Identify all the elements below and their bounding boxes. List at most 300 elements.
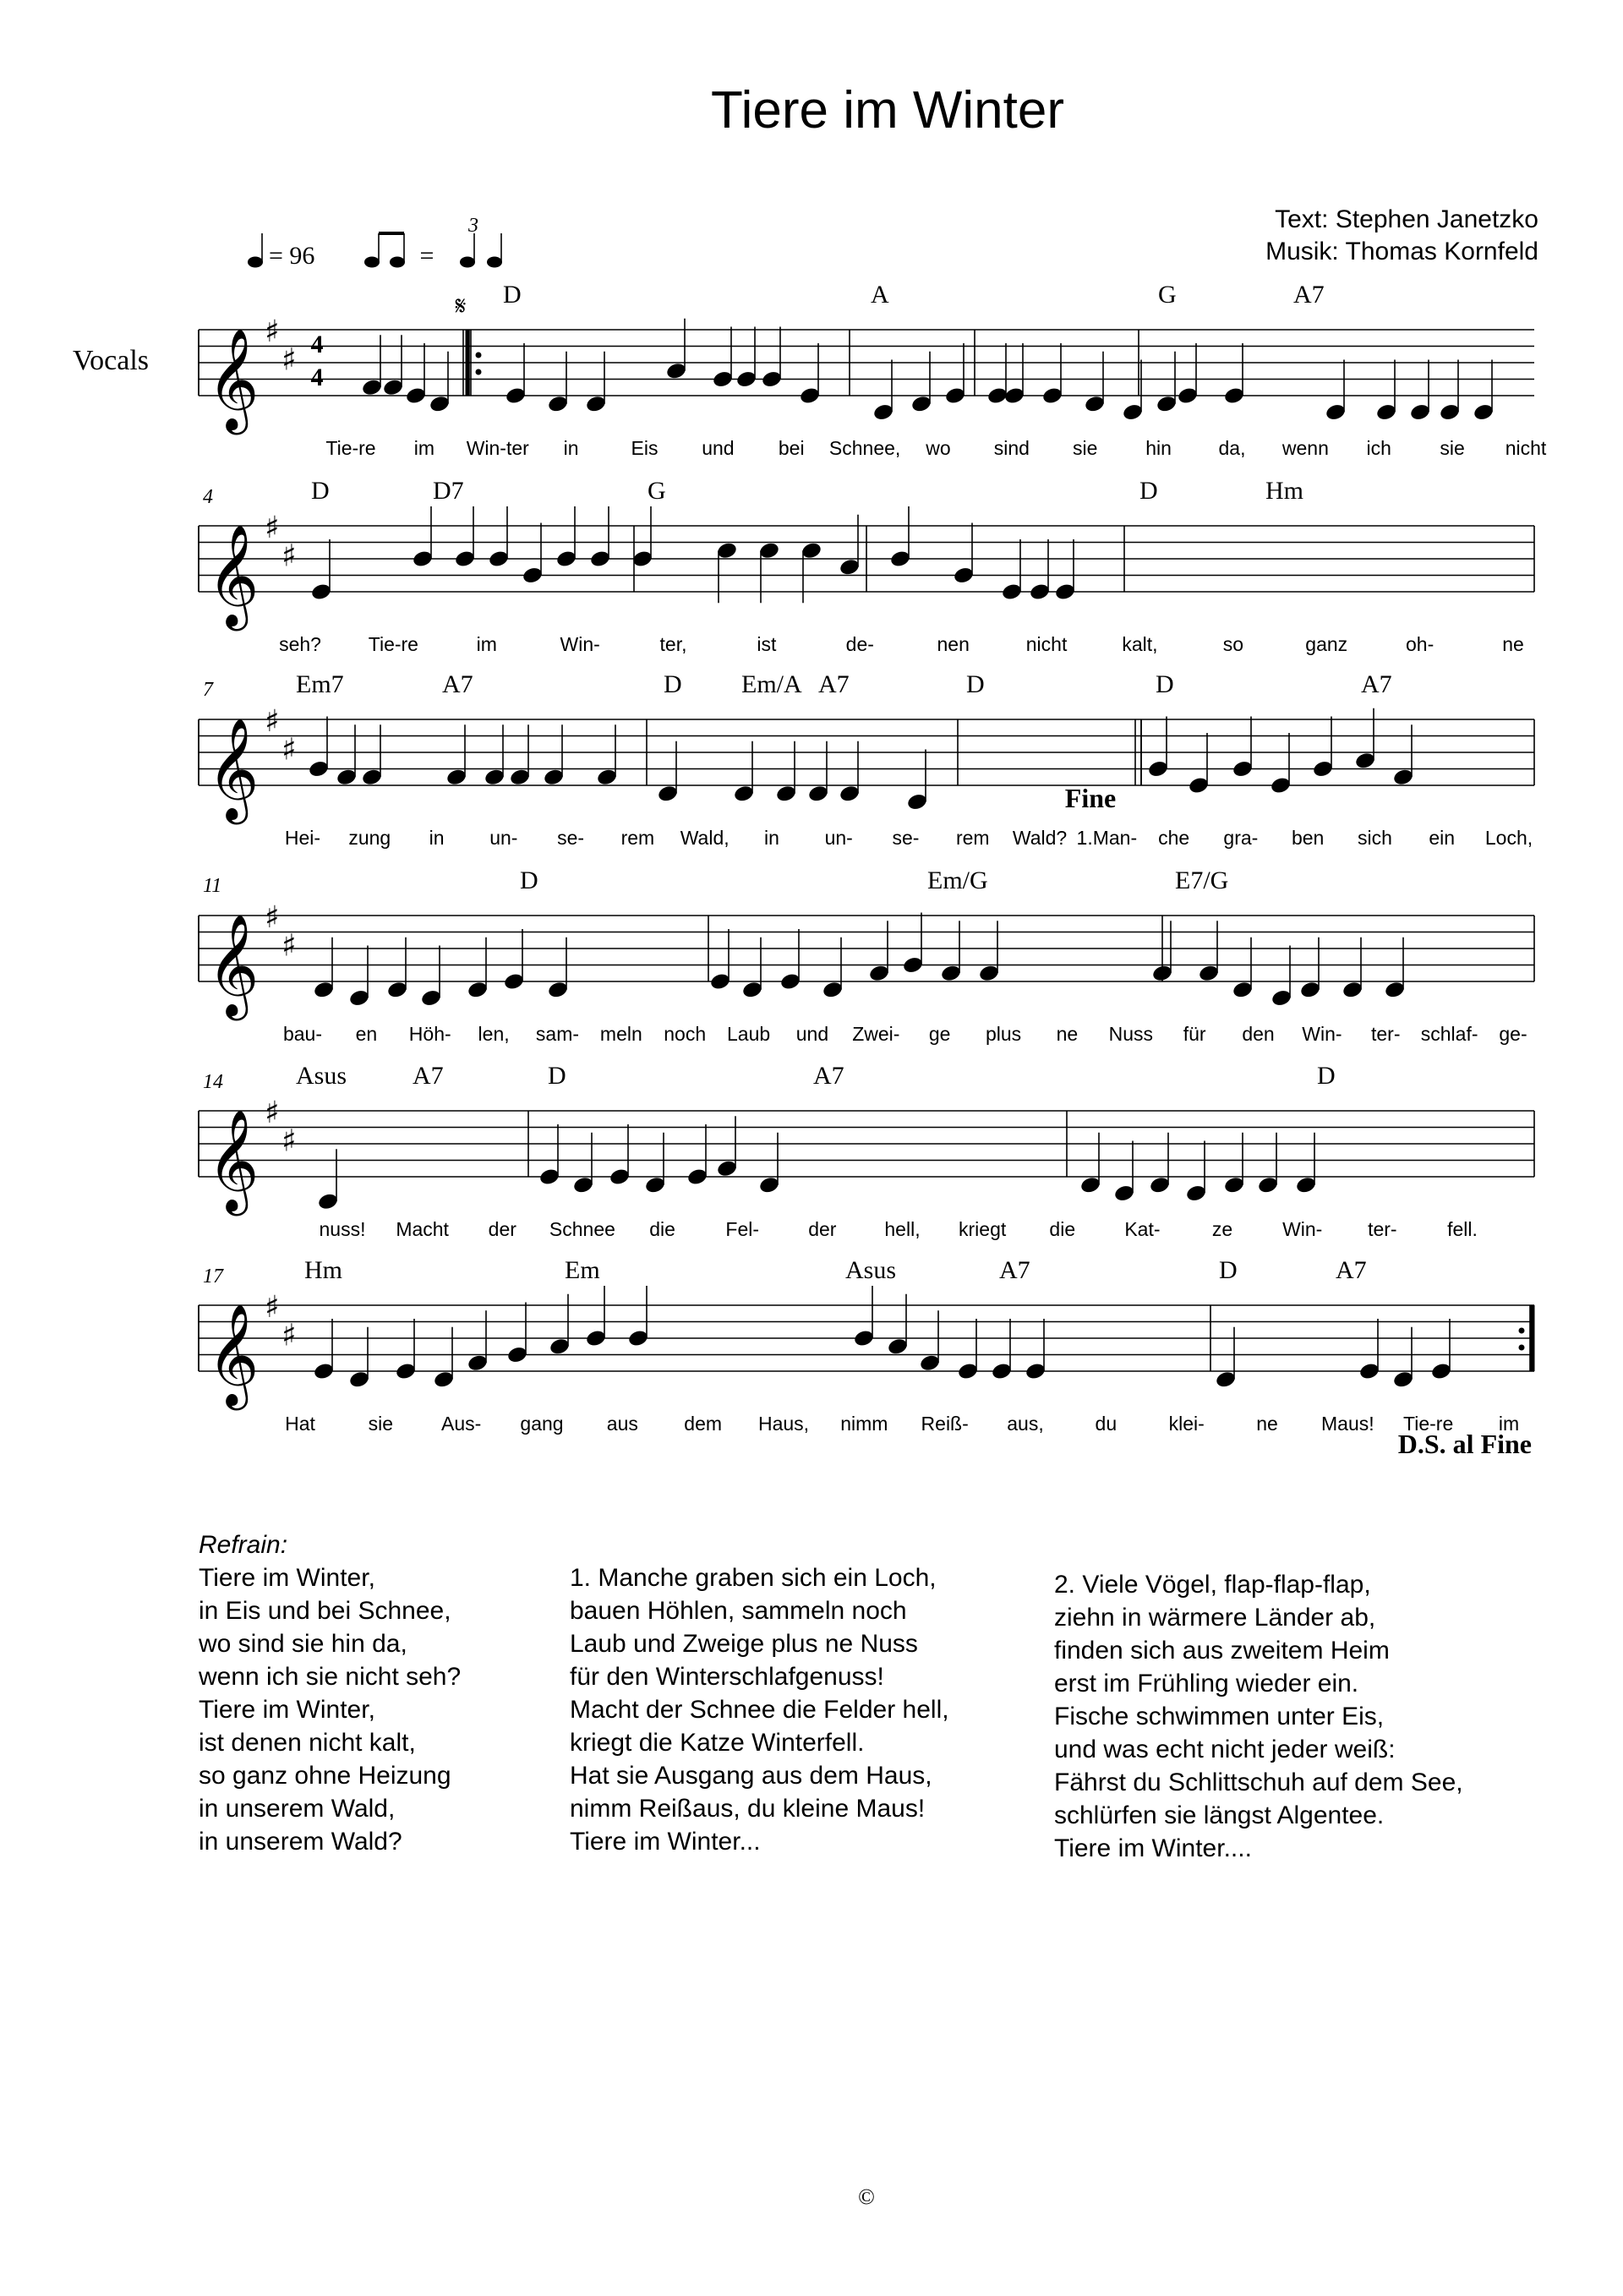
note-head: [1147, 759, 1169, 779]
note-head: [382, 378, 404, 397]
text-line: in unserem Wald?: [199, 1828, 402, 1856]
note-head: [1185, 1184, 1207, 1203]
text-line: Hat sie Ausgang aus dem Haus,: [570, 1762, 932, 1790]
note-head: [986, 386, 1008, 406]
chord-symbol: D: [311, 477, 330, 505]
lyric-syllable: wenn: [1281, 437, 1329, 459]
staff-system: [199, 704, 1534, 824]
lyric-syllable: Wald,: [680, 827, 730, 849]
lyric-syllable: Macht: [396, 1218, 449, 1240]
note-head: [733, 784, 755, 803]
note-head: [1025, 1362, 1046, 1381]
note-head: [509, 768, 531, 787]
treble-clef-icon: 𝄞: [207, 913, 260, 1016]
text-line: in unserem Wald,: [199, 1795, 396, 1823]
lyric-syllable: Laub: [726, 1023, 771, 1045]
lyric-syllable: der: [808, 1218, 837, 1240]
lyric-syllable: Wald?: [1012, 827, 1068, 849]
lyric-syllable: sam-: [535, 1023, 580, 1045]
sharp-icon: ♯: [265, 511, 280, 545]
note-head: [709, 972, 731, 992]
note-head: [1312, 759, 1334, 779]
chord-symbol: A7: [818, 670, 850, 698]
note-head: [991, 1362, 1013, 1381]
lyric-syllable: und: [702, 437, 735, 459]
staff-system: [199, 1286, 1534, 1410]
lyric-syllable: Eis: [631, 437, 658, 459]
chord-symbol: D: [1219, 1256, 1238, 1284]
sharp-icon: ♯: [281, 1318, 297, 1353]
chord-symbol: D: [548, 1062, 566, 1090]
lyric-syllable: für: [1183, 1023, 1206, 1045]
note-head: [1001, 582, 1023, 602]
lyric-syllable: plus: [985, 1023, 1022, 1045]
note-head: [775, 784, 797, 803]
text-line: Tiere im Winter,: [199, 1696, 375, 1724]
sharp-icon: ♯: [265, 1290, 280, 1325]
chord-symbol: D: [1139, 477, 1158, 505]
note-head: [433, 1369, 455, 1389]
lyric-syllable: ich: [1366, 437, 1391, 459]
copyright: ©: [858, 2184, 875, 2209]
text-line: schlürfen sie längst Algentee.: [1054, 1801, 1385, 1829]
note-head: [395, 1362, 417, 1381]
lyric-syllable: 1.Man-: [1076, 827, 1138, 849]
lyric-syllable: da,: [1218, 437, 1246, 459]
lyric-syllable: Loch,: [1484, 827, 1533, 849]
note-head: [467, 980, 489, 999]
lyric-syllable: Schnee: [549, 1218, 615, 1240]
lyric-syllable: in: [763, 827, 779, 849]
repeat-dot: [1519, 1345, 1525, 1351]
lyric-syllable: ter-: [1371, 1023, 1401, 1045]
lyric-syllable: ge-: [1499, 1023, 1527, 1045]
lyric-syllable: rem: [955, 827, 990, 849]
note-head: [1354, 751, 1376, 770]
chord-symbol: D: [520, 866, 538, 894]
lyric-syllable: un-: [489, 827, 518, 849]
note-head: [910, 394, 932, 413]
note-head: [1375, 402, 1397, 422]
note-head: [779, 972, 801, 992]
note-head: [348, 1369, 370, 1389]
note-head: [596, 768, 618, 787]
note-head: [609, 1167, 631, 1187]
sharp-icon: ♯: [265, 1096, 280, 1130]
note-head: [944, 386, 966, 406]
note-head: [868, 964, 890, 983]
lyric-syllable: Win-: [1282, 1218, 1323, 1240]
repeat-dot: [476, 353, 482, 358]
note-head: [741, 980, 763, 999]
lyric-syllable: rem: [620, 827, 655, 849]
note-head: [1054, 582, 1076, 602]
chord-symbol: A7: [413, 1062, 444, 1090]
staff-system: [199, 900, 1534, 1020]
text-line: Fische schwimmen unter Eis,: [1054, 1703, 1385, 1730]
lyric-syllable: im: [476, 633, 497, 655]
lyric-syllable: Hei-: [284, 827, 321, 849]
chord-symbol: A7: [999, 1256, 1030, 1284]
note-head: [585, 394, 607, 413]
lyric-syllable: Win-ter: [466, 437, 529, 459]
lyric-syllable: sie: [1440, 437, 1465, 459]
verse2-column: [1054, 1568, 1463, 1865]
page-title: Tiere im Winter: [711, 81, 1064, 139]
lyric-syllable: sich: [1357, 827, 1392, 849]
sharp-icon: ♯: [281, 342, 297, 378]
repeat-dot: [476, 369, 482, 375]
lyric-syllable: seh?: [279, 633, 321, 655]
lyric-syllable: nicht: [1025, 633, 1068, 655]
lyric-syllable: gang: [520, 1413, 564, 1435]
chord-symbol: G: [648, 477, 666, 505]
note-head: [1223, 386, 1245, 406]
note-head: [799, 386, 821, 406]
swing-note-icon: [364, 257, 380, 268]
treble-clef-icon: 𝄞: [207, 1108, 260, 1211]
lyric-syllable: Win-: [1302, 1023, 1342, 1045]
lyric-syllable: im: [413, 437, 435, 459]
chord-symbol: D: [1317, 1062, 1336, 1090]
chord-symbol: Em7: [296, 670, 344, 698]
note-head: [1122, 402, 1144, 422]
swing-note-icon: [390, 257, 405, 268]
note-head: [308, 759, 330, 779]
lyric-syllable: und: [795, 1023, 829, 1045]
lyric-syllable: ein: [1429, 827, 1456, 849]
lyric-syllable: gra-: [1223, 827, 1259, 849]
note-head: [657, 784, 679, 803]
lyric-syllable: die: [649, 1218, 675, 1240]
note-head: [839, 557, 861, 577]
note-head: [807, 784, 829, 803]
time-signature: 4: [310, 331, 324, 358]
credit-music: Musik: Thomas Kornfeld: [1265, 238, 1538, 265]
note-head: [889, 549, 911, 569]
lyric-syllable: Tie-re: [1403, 1413, 1454, 1435]
treble-clef-icon: 𝄞: [207, 327, 260, 430]
chord-symbol: D: [1156, 670, 1174, 698]
note-head: [1029, 582, 1051, 602]
lyric-syllable: Kat-: [1124, 1218, 1161, 1240]
note-head: [1409, 402, 1431, 422]
lyric-syllable: Hat: [285, 1413, 315, 1435]
note-head: [361, 768, 383, 787]
text-line: und was echt nicht jeder weiß:: [1054, 1736, 1396, 1763]
lyric-syllable: nicht: [1505, 437, 1547, 459]
note-head: [361, 378, 383, 397]
lyric-syllable: bau-: [282, 1023, 323, 1045]
lyric-syllable: Nuss: [1108, 1023, 1153, 1045]
text-line: in Eis und bei Schnee,: [199, 1597, 451, 1625]
note-head: [1439, 402, 1461, 422]
sharp-icon: ♯: [281, 538, 297, 574]
lyric-syllable: Tie-re: [325, 437, 376, 459]
note-head: [317, 1192, 339, 1211]
note-head: [386, 980, 408, 999]
lyric-syllable: aus: [606, 1413, 638, 1435]
lyric-syllable: ne: [1056, 1023, 1079, 1045]
note-head: [420, 988, 442, 1008]
note-head: [585, 1329, 607, 1348]
swing-equals: =: [419, 242, 434, 270]
note-head: [405, 386, 427, 406]
lyric-syllable: kriegt: [959, 1218, 1007, 1240]
treble-clef-icon: 𝄞: [207, 523, 260, 626]
note-head: [822, 980, 844, 999]
note-head: [906, 792, 928, 812]
chord-symbol: A7: [1361, 670, 1392, 698]
measure-number: 17: [203, 1266, 223, 1287]
lyric-syllable: Zwei-: [852, 1023, 900, 1045]
chord-symbol: G: [1158, 281, 1177, 309]
text-line: ziehn in wärmere Länder ab,: [1054, 1604, 1376, 1632]
lyric-syllable: Haus,: [757, 1413, 810, 1435]
note-head: [1149, 1175, 1171, 1194]
lyric-syllable: im: [1498, 1413, 1520, 1435]
note-head: [572, 1175, 594, 1194]
note-head: [467, 1353, 489, 1373]
lyric-syllable: so: [1222, 633, 1243, 655]
text-line: wenn ich sie nicht seh?: [199, 1663, 462, 1691]
note-head: [310, 582, 332, 602]
measure-number: 14: [203, 1071, 223, 1093]
note-head: [735, 369, 757, 389]
lyric-syllable: ze: [1211, 1218, 1233, 1240]
lyric-syllable: ganz: [1305, 633, 1348, 655]
credit-text: Text: Stephen Janetzko: [1275, 205, 1538, 233]
note-head: [1084, 394, 1106, 413]
lyric-syllable: du: [1095, 1413, 1118, 1435]
note-head: [1295, 1175, 1317, 1194]
text-line: 2. Viele Vögel, flap-flap-flap,: [1054, 1571, 1371, 1599]
segno-icon: 𝄋: [455, 292, 467, 320]
treble-clef-icon: 𝄞: [207, 1303, 260, 1406]
measure-number: 4: [203, 486, 213, 508]
lyric-syllable: noch: [664, 1023, 707, 1045]
text-line: erst im Frühling wieder ein.: [1054, 1670, 1359, 1697]
lyric-syllable: ge: [928, 1023, 951, 1045]
repeat-dot: [1519, 1328, 1525, 1334]
note-head: [547, 394, 569, 413]
text-line: ist denen nicht kalt,: [199, 1729, 416, 1757]
sharp-icon: ♯: [281, 1123, 297, 1159]
chord-symbol: E7/G: [1175, 866, 1229, 894]
sharp-icon: ♯: [281, 928, 297, 964]
note-head: [1232, 980, 1254, 999]
sharp-icon: ♯: [265, 314, 280, 349]
sharp-icon: ♯: [265, 900, 280, 935]
lyric-syllable: ne: [1502, 633, 1524, 655]
note-head: [1223, 1175, 1245, 1194]
lyric-syllable: kalt,: [1122, 633, 1158, 655]
note-head: [488, 549, 510, 569]
note-head: [758, 541, 780, 560]
text-line: nimm Reißaus, du kleine Maus!: [570, 1795, 926, 1823]
note-head: [1041, 386, 1063, 406]
note-head: [589, 549, 611, 569]
text-line: 1. Manche graben sich ein Loch,: [570, 1564, 937, 1592]
note-head: [503, 972, 525, 992]
lyric-syllable: in: [429, 827, 445, 849]
note-head: [313, 1362, 335, 1381]
note-head: [1188, 776, 1210, 795]
note-head: [761, 369, 783, 389]
note-head: [712, 369, 734, 389]
chord-symbol: A7: [442, 670, 473, 698]
lyric-syllable: de-: [845, 633, 874, 655]
lyric-syllable: bei: [778, 437, 805, 459]
note-head: [1270, 776, 1292, 795]
note-head: [555, 549, 577, 569]
note-head: [336, 768, 358, 787]
lyric-syllable: wo: [926, 437, 951, 459]
note-head: [506, 1345, 528, 1364]
text-line: für den Winterschlafgenuss!: [570, 1663, 884, 1691]
fine-label: Fine: [1064, 783, 1117, 813]
note-head: [429, 394, 451, 413]
measure-number: 11: [203, 875, 222, 897]
chord-symbol: D7: [433, 477, 464, 505]
note-head: [1358, 1362, 1380, 1381]
chord-symbol: D: [664, 670, 682, 698]
tempo-note-icon: [248, 257, 263, 268]
note-head: [1342, 980, 1363, 999]
instrument-label: Vocals: [73, 345, 150, 376]
note-head: [1271, 988, 1292, 1008]
note-head: [1325, 402, 1347, 422]
note-head: [978, 964, 1000, 983]
triplet-number: 3: [468, 215, 478, 237]
chord-symbol: Hm: [1265, 477, 1303, 505]
lyric-syllable: klei-: [1168, 1413, 1205, 1435]
lyric-syllable: hell,: [884, 1218, 921, 1240]
lyric-syllable: Tie-re: [368, 633, 418, 655]
text-line: Macht der Schnee die Felder hell,: [570, 1696, 949, 1724]
note-head: [1156, 394, 1178, 413]
note-head: [887, 1337, 909, 1356]
note-head: [853, 1329, 875, 1348]
text-line: Tiere im Winter...: [570, 1828, 761, 1856]
lyric-syllable: ben: [1291, 827, 1325, 849]
lyric-syllable: hin: [1145, 437, 1172, 459]
chord-symbol: Asus: [296, 1062, 347, 1090]
lyric-syllable: Maus!: [1321, 1413, 1374, 1435]
note-head: [716, 541, 738, 560]
note-head: [1257, 1175, 1279, 1194]
note-head: [758, 1175, 780, 1194]
lyric-syllable: zung: [348, 827, 391, 849]
note-head: [412, 549, 434, 569]
text-line: so ganz ohne Heizung: [199, 1762, 451, 1790]
note-head: [543, 768, 565, 787]
lyric-syllable: se-: [557, 827, 585, 849]
lyric-syllable: Höh-: [408, 1023, 451, 1045]
note-head: [1215, 1369, 1237, 1389]
note-head: [538, 1167, 560, 1187]
staff-system: [199, 506, 1534, 631]
chord-symbol: A7: [813, 1062, 844, 1090]
refrain-heading: Refrain:: [199, 1531, 288, 1559]
note-head: [644, 1175, 666, 1194]
note-head: [631, 549, 653, 569]
lyric-syllable: che: [1158, 827, 1190, 849]
note-head: [919, 1353, 941, 1373]
ds-al-fine: D.S. al Fine: [1397, 1429, 1532, 1459]
note-head: [627, 1329, 649, 1348]
swing-note-icon: [487, 257, 502, 268]
sharp-icon: ♯: [281, 732, 297, 768]
note-head: [505, 386, 527, 406]
note-head: [1384, 980, 1406, 999]
lyric-syllable: oh-: [1405, 633, 1434, 655]
note-head: [953, 566, 975, 585]
lyric-syllable: un-: [824, 827, 853, 849]
note-head: [484, 768, 505, 787]
note-head: [1113, 1184, 1135, 1203]
lyric-syllable: sie: [368, 1413, 394, 1435]
lyric-syllable: sind: [993, 437, 1030, 459]
lyric-syllable: fell.: [1447, 1218, 1478, 1240]
lyric-syllable: nuss!: [319, 1218, 366, 1240]
lyric-syllable: meln: [599, 1023, 642, 1045]
note-head: [1003, 386, 1025, 406]
note-head: [547, 980, 569, 999]
text-line: Fährst du Schlittschuh auf dem See,: [1054, 1768, 1463, 1796]
note-head: [902, 955, 924, 975]
note-head: [801, 541, 822, 560]
lyric-syllable: Reiß-: [921, 1413, 969, 1435]
staff-system: [199, 314, 1534, 435]
lyric-syllable: Win-: [560, 633, 600, 655]
chord-symbol: Em/G: [927, 866, 988, 894]
note-head: [313, 980, 335, 999]
staff-system: [199, 1096, 1534, 1216]
text-line: Laub und Zweige plus ne Nuss: [570, 1630, 918, 1658]
note-head: [1299, 980, 1321, 999]
note-head: [940, 964, 962, 983]
note-head: [1198, 964, 1220, 983]
treble-clef-icon: 𝄞: [207, 717, 260, 820]
text-line: wo sind sie hin da,: [199, 1630, 407, 1658]
text-line: bauen Höhlen, sammeln noch: [570, 1597, 907, 1625]
note-head: [1392, 768, 1414, 787]
sharp-icon: ♯: [265, 704, 280, 739]
lyric-syllable: schlaf-: [1420, 1023, 1478, 1045]
lyric-syllable: Fel-: [725, 1218, 760, 1240]
note-head: [1392, 1369, 1414, 1389]
lyric-syllable: se-: [892, 827, 920, 849]
swing-note-icon: [460, 257, 475, 268]
chord-symbol: A: [871, 281, 889, 309]
text-line: kriegt die Katze Winterfell.: [570, 1729, 865, 1757]
note-head: [1430, 1362, 1452, 1381]
note-head: [1079, 1175, 1101, 1194]
note-head: [454, 549, 476, 569]
note-head: [1473, 402, 1495, 422]
note-head: [1232, 759, 1254, 779]
lyric-syllable: aus,: [1007, 1413, 1044, 1435]
lyric-syllable: ne: [1256, 1413, 1278, 1435]
note-head: [1151, 964, 1173, 983]
lyric-syllable: en: [355, 1023, 378, 1045]
lyric-syllable: Aus-: [441, 1413, 482, 1435]
measure-number: 7: [203, 679, 213, 701]
text-line: Tiere im Winter,: [199, 1564, 375, 1592]
chord-symbol: D: [966, 670, 985, 698]
lyric-syllable: nen: [937, 633, 970, 655]
